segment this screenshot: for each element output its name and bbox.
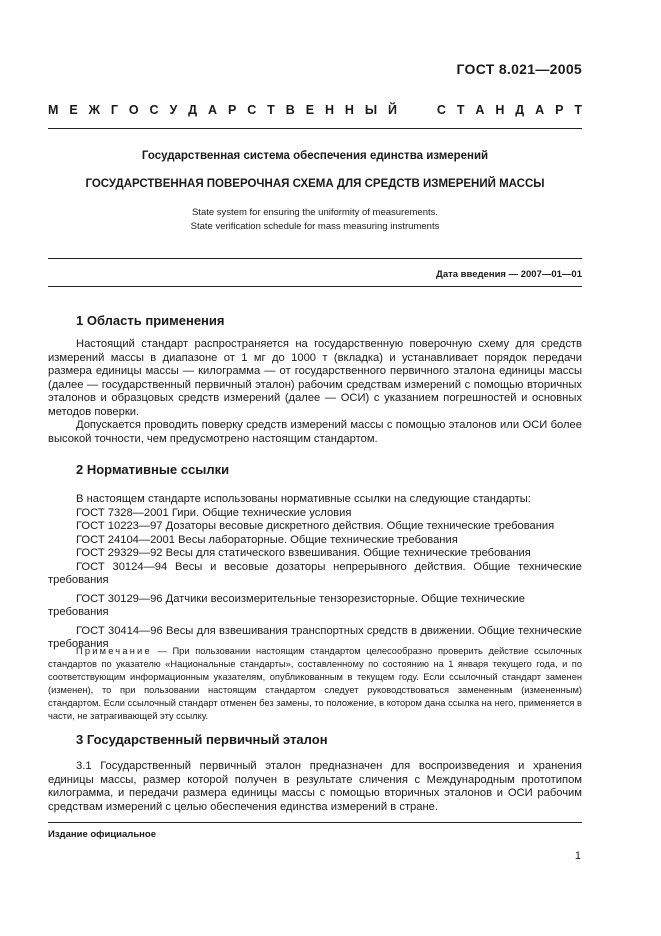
standard-type-letter: А — [208, 103, 218, 117]
standard-type-letter: Й — [388, 103, 398, 117]
reference-item: ГОСТ 30414—96 Весы для взвешивания транспортных средств в движении. Общие технические требования — [48, 624, 582, 650]
standard-type-letter: А — [535, 103, 545, 117]
standard-type-letter: Т — [574, 103, 582, 117]
standard-type-letter: Т — [267, 103, 275, 117]
standard-type-letter: Е — [69, 103, 78, 117]
standard-type-letter: Ж — [88, 103, 100, 117]
standard-type-letter: С — [247, 103, 257, 117]
standard-type-letter: С — [436, 103, 446, 117]
paragraph: В настоящем стандарте использованы нормативные ссылки на следующие стандарты: — [76, 493, 531, 505]
standard-type-letter: Р — [555, 103, 564, 117]
section-heading-scope: 1 Область применения — [76, 313, 225, 328]
paragraph: Настоящий стандарт распространяется на государственную поверочную схему для средств измерений массы в диапазоне от 1 мг до 1000 т (вкладка) и устанавливает порядок передачи размера единицы массы — килограмма — от государственного первичного эталона единицы массы (далее — государственный первичный эталон) рабочим средствам измерений с помощью вторичных эталонов и образцовых средств измерений (далее — ОСИ) с указанием погрешностей и основных методов поверки. — [48, 338, 582, 418]
section-references-body — [48, 493, 582, 652]
paragraph: Допускается проводить поверку средств измерений массы с помощью эталонов или ОСИ более высокой точности, чем предусмотрено настоящим стандартом. — [48, 419, 582, 445]
standard-type-letter: О — [128, 103, 139, 117]
standard-type-letter: М — [48, 103, 59, 117]
note-label: Примечание — [76, 646, 152, 656]
standard-type-letter: Г — [110, 103, 118, 117]
paragraph: 3.1 Государственный первичный эталон предназначен для воспроизведения и хранения единицы массы, размер которой получен в результате сличения с Международным прототипом килограмма, и передачи размера единицы массы с помощью вторичных эталонов и ОСИ рабочим средствам измерений с целью обеспечения единства измерений в стране. — [48, 760, 582, 813]
gost-number: ГОСТ 8.021—2005 — [456, 61, 582, 77]
section-primary-standard-body — [48, 760, 582, 814]
standard-type-letter: С — [149, 103, 159, 117]
reference-item: ГОСТ 30124—94 Весы и весовые дозаторы непрерывного действия. Общие технические требования — [48, 560, 582, 586]
reference-item: ГОСТ 7328—2001 Гири. Общие технические условия — [76, 506, 352, 519]
standard-type-letter: Т — [456, 103, 465, 117]
standard-type-letter: Д — [515, 103, 525, 117]
title-divider — [48, 258, 582, 259]
standard-type-letter: Ы — [364, 103, 378, 117]
effective-date: Дата введения — 2007—01—01 — [436, 269, 582, 280]
edition-label: Издание официальное — [48, 829, 156, 840]
references-note — [48, 645, 582, 723]
english-title-line: State system for ensuring the uniformity of measurements. — [191, 207, 439, 218]
footer-divider — [48, 822, 582, 823]
standard-type-letter: Н — [324, 103, 334, 117]
date-divider — [48, 286, 582, 287]
system-title: Государственная система обеспечения единства измерений — [141, 150, 489, 162]
standard-type-letter: Н — [344, 103, 354, 117]
reference-item: ГОСТ 24104—2001 Весы лабораторные. Общие технические требования — [76, 533, 458, 546]
top-divider — [48, 128, 582, 129]
standard-type-letter: У — [169, 103, 178, 117]
section-heading-primary-standard: 3 Государственный первичный эталон — [76, 732, 328, 747]
page-number: 1 — [574, 850, 581, 862]
section-heading-references: 2 Нормативные ссылки — [76, 462, 230, 477]
standard-type-letter: В — [285, 103, 295, 117]
english-title-line: State verification schedule for mass measuring instruments — [190, 221, 440, 232]
standard-type-heading — [48, 103, 582, 117]
standard-type-letter: Е — [305, 103, 315, 117]
standard-type-letter: Д — [188, 103, 198, 117]
standard-type-letter: Р — [227, 103, 237, 117]
reference-item: ГОСТ 30129—96 Датчики весоизмерительные тензорезисторные. Общие технические требования — [48, 592, 525, 618]
reference-item: ГОСТ 29329—92 Весы для статического взвешивания. Общие технические требования — [76, 547, 531, 559]
standard-type-word-gap — [408, 103, 426, 117]
standard-type-letter: А — [475, 103, 485, 117]
main-title: ГОСУДАРСТВЕННАЯ ПОВЕРОЧНАЯ СХЕМА ДЛЯ СРЕДСТВ ИЗМЕРЕНИЙ МАССЫ — [85, 178, 545, 190]
reference-item: ГОСТ 10223—97 Дозаторы весовые дискретного действия. Общие технические требования — [76, 520, 555, 532]
standard-type-letter: Н — [495, 103, 505, 117]
section-scope-body — [48, 338, 582, 446]
note-text: — При пользовании настоящим стандартом целесообразно проверить действие ссылочных стандартов по указателю «Национальные стандарты», составленному по состоянию на 1 января текущего года, и по соответствующим информационным указателям, опубликованным в текущем году. Если ссылочный стандарт заменен (изменен), то при пользовании настоящим стандартом следует руководствоваться замененным (измененным) стандартом. Если ссылочный стандарт отменен без замены, то положение, в котором дана ссылка на него, применяется в части, не затрагивающей эту ссылку. — [48, 646, 582, 721]
